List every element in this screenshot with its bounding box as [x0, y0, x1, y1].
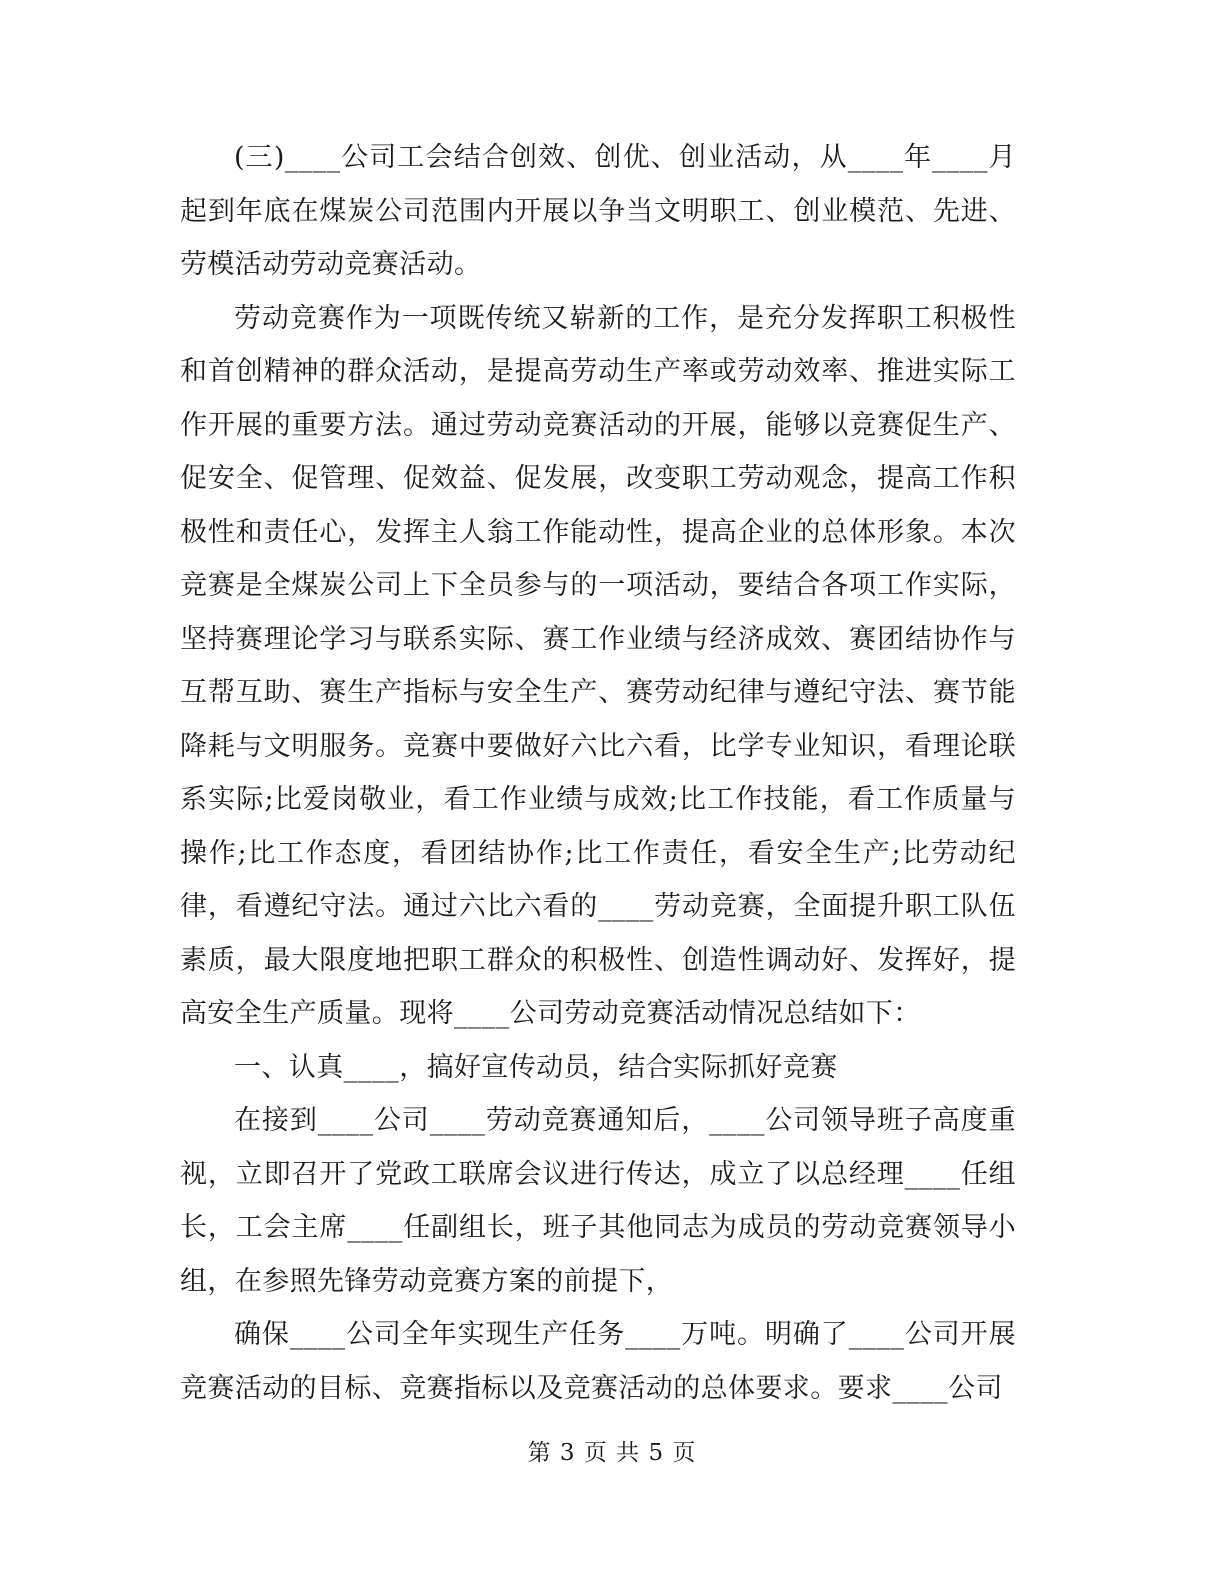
document-body [180, 131, 1016, 1415]
paragraph-section-three: (三)____公司工会结合创效、创优、创业活动，从____年____月起到年底在煤炭公司范围内开展以争当文明职工、创业模范、先进、劳模活动劳动竞赛活动。 [180, 142, 1016, 280]
page-number-footer: 第 3 页 共 5 页 [527, 1440, 697, 1466]
paragraph-competition-overview: 劳动竞赛作为一项既传统又崭新的工作，是充分发挥职工积极性和首创精神的群众活动，是提高劳动生产率或劳动效率、推进实际工作开展的重要方法。通过劳动竞赛活动的开展，能够以竞赛促生产、促安全、促管理、促效益、促发展，改变职工劳动观念，提高工作积极性和责任心，发挥主人翁工作能动性，提高企业的总体形象。本次竞赛是全煤炭公司上下全员参与的一项活动，要结合各项工作实际，坚持赛理论学习与联系实际、赛工作业绩与经济成效、赛团结协作与互帮互助、赛生产指标与安全生产、赛劳动纪律与遵纪守法、赛节能降耗与文明服务。竞赛中要做好六比六看，比学专业知识，看理论联系实际;比爱岗敬业，看工作业绩与成效;比工作技能，看工作质量与操作;比工作态度，看团结协作;比工作责任，看安全生产;比劳动纪律，看遵纪守法。通过六比六看的____劳动竞赛，全面提升职工队伍素质，最大限度地把职工群众的积极性、创造性调动好、发挥好，提高安全生产质量。现将____公司劳动竞赛活动情况总结如下： [180, 302, 1016, 1029]
paragraph-production-target: 确保____公司全年实现生产任务____万吨。明确了____公司开展竞赛活动的目标、竞赛指标以及竞赛活动的总体要求。要求____公司 [180, 1319, 1016, 1404]
paragraph-leadership-group: 在接到____公司____劳动竞赛通知后，____公司领导班子高度重视，立即召开了党政工联席会议进行传达，成立了以总经理____任组长，工会主席____任副组长，班子其他同志为成员的劳动竞赛领导小组，在参照先锋劳动竞赛方案的前提下， [180, 1105, 1016, 1297]
section-heading-one: 一、认真____，搞好宣传动员，结合实际抓好竞赛 [234, 1051, 838, 1083]
